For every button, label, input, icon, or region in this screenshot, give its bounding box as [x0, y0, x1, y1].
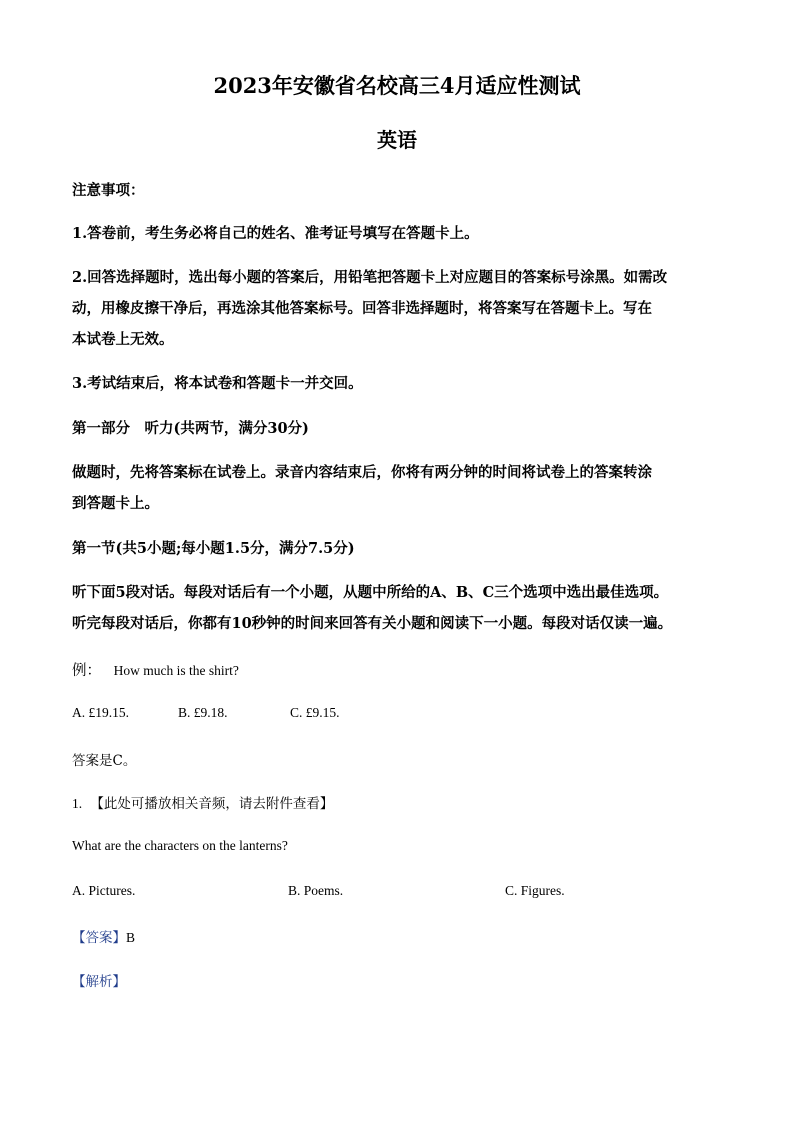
subject-title: 英语 [377, 128, 417, 152]
section1-heading: 第一节(共5小题;每小题1.5分，满分7.5分) [72, 540, 355, 557]
notice-item-1: 1.答卷前，考生务必将自己的姓名、准考证号填写在答题卡上。 [72, 225, 479, 242]
analysis-tag: 【解析】 [72, 974, 126, 990]
example-option-a: A. £19.15. [72, 705, 129, 720]
question-1-number: 1. [72, 796, 83, 811]
notice-item-2-line-3: 本试卷上无效。 [72, 331, 174, 348]
section1-intro-line-1: 听下面5段对话。每段对话后有一个小题，从题中所给的A、B、C三个选项中选出最佳选项。 [72, 584, 669, 601]
audio-note[interactable]: 【此处可播放相关音频，请去附件查看】 [90, 796, 334, 812]
question-1-text: What are the characters on the lanterns? [72, 838, 288, 853]
part1-intro-line-2: 到答题卡上。 [72, 495, 159, 512]
example-question: How much is the shirt? [113, 663, 239, 678]
question-1-option-b: B. Poems. [288, 883, 344, 898]
question-1-option-c: C. Figures. [505, 883, 565, 898]
answer-tag: 【答案】 [72, 930, 126, 946]
part1-intro-line-1: 做题时，先将答案标在试卷上。录音内容结束后，你将有两分钟的时间将试卷上的答案转涂 [72, 464, 652, 481]
example-row [72, 659, 724, 680]
section1-intro-line-2: 听完每段对话后，你都有10秒钟的时间来回答有关小题和阅读下一小题。每段对话仅读一遍。 [72, 615, 673, 632]
question-1-header [72, 792, 724, 812]
notice-item-2-line-1: 2.回答选择题时，选出每小题的答案后，用铅笔把答题卡上对应题目的答案标号涂黑。如需改 [72, 269, 668, 286]
answer-value: B [126, 930, 136, 945]
question-1-option-a: A. Pictures. [72, 883, 136, 898]
example-option-b: B. £9.18. [178, 705, 228, 720]
example-label: 例： [72, 663, 101, 679]
question-1-answer [72, 926, 724, 946]
part1-heading: 第一部分 听力(共两节，满分30分) [72, 420, 309, 437]
example-answer: 答案是C。 [72, 753, 137, 769]
notice-item-2-line-2: 动，用橡皮擦干净后，再选涂其他答案标号。回答非选择题时，将答案写在答题卡上。写在 [72, 300, 652, 317]
exam-title: 2023年安徽省名校高三4月适应性测试 [213, 73, 581, 98]
example-option-c: C. £9.15. [290, 705, 340, 720]
notice-item-3: 3.考试结束后，将本试卷和答题卡一并交回。 [72, 375, 363, 392]
notice-heading: 注意事项： [72, 182, 145, 199]
